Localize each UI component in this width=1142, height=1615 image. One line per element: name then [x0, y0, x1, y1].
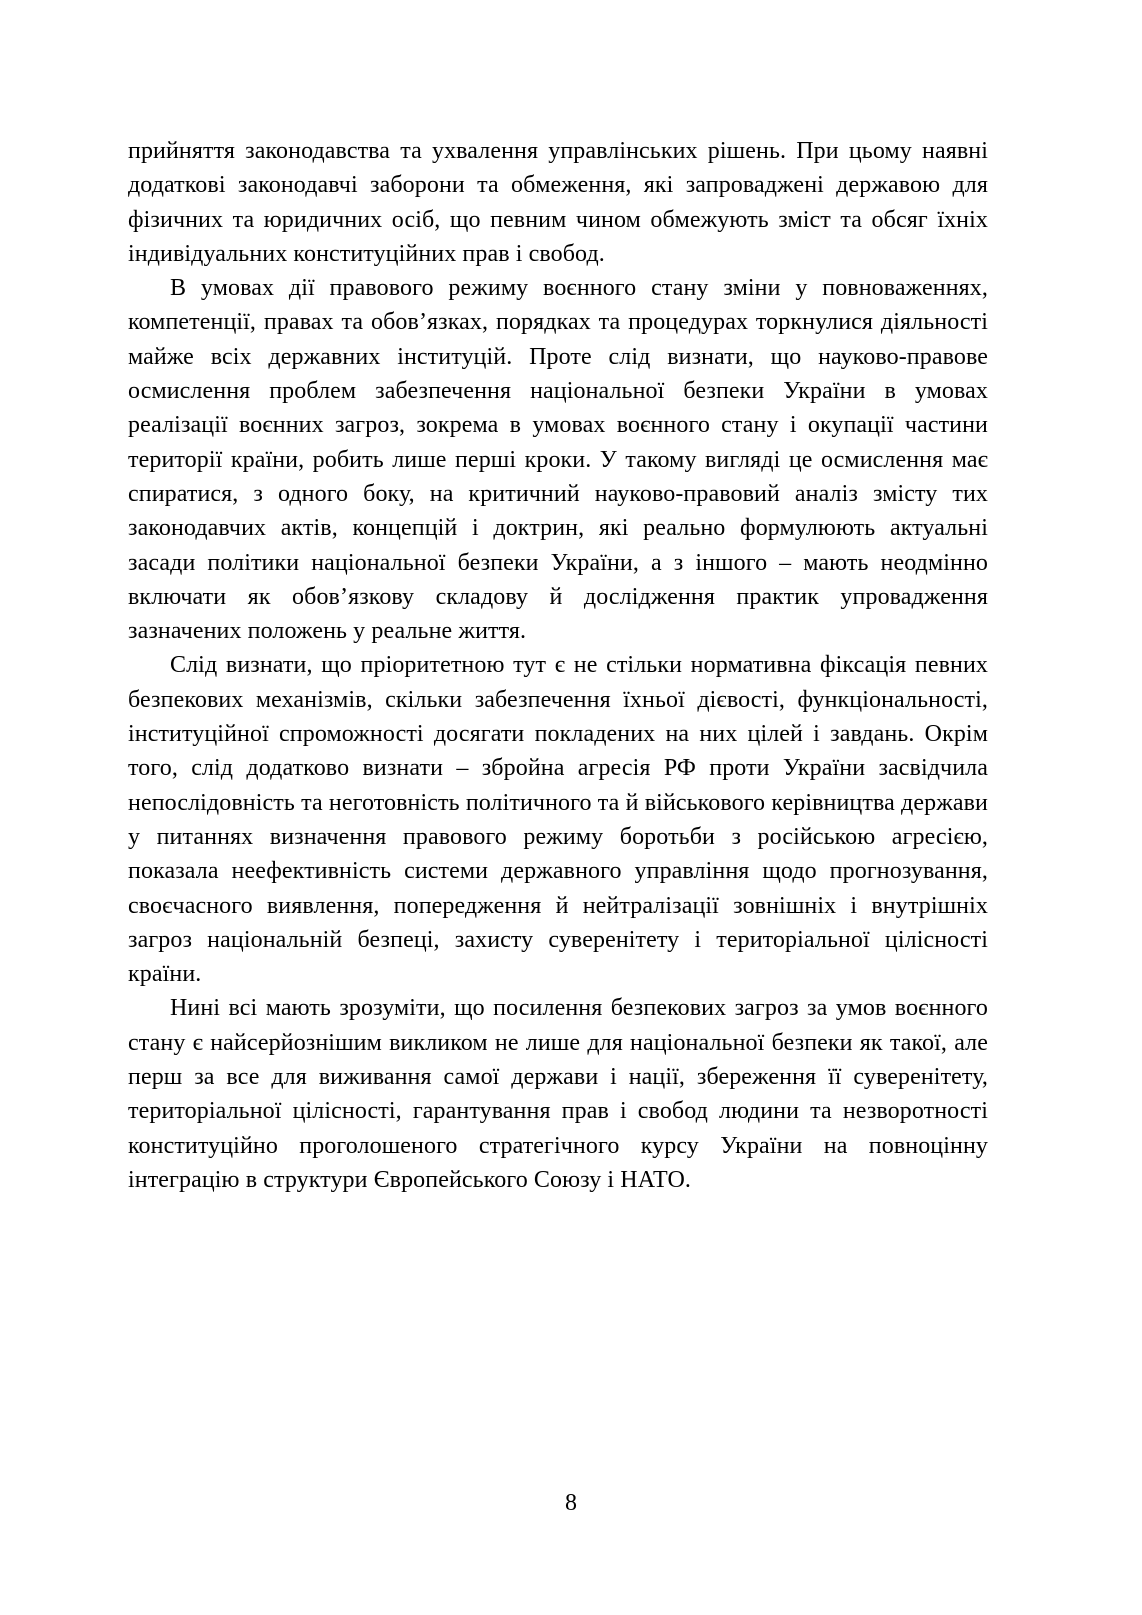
paragraph: Нині всі мають зрозуміти, що посилення безпекових загроз за умов воєнного стану є найсерйознішим викликом не лише для національної безпеки як такої, але перш за все для виживання самої держави і нації, збереження її суверенітету, територіальної цілісності, гарантування прав і свобод людини та незворотності конституційно проголошеного стратегічного курсу України на повноцінну інтеграцію в структури Європейського Союзу і НАТО.	[128, 995, 988, 1193]
paragraph: Слід визнати, що пріоритетною тут є не стільки нормативна фіксація певних безпекових механізмів, скільки забезпечення їхньої дієвості, функціональності, інституційної спроможності досягати покладених на них цілей і завдань. Окрім того, слід додатково визнати – збройна агресія РФ проти України засвідчила непослідовність та неготовність політичного та й військового керівництва держави у питаннях визначення правового режиму боротьби з російською агресією, показала неефективність системи державного управління щодо прогнозування, своєчасного виявлення, попередження й нейтралізації зовнішніх і внутрішніх загроз національній безпеці, захисту суверенітету і територіальної цілісності країни.	[128, 652, 988, 988]
page-body	[128, 134, 988, 1197]
paragraph: В умовах дії правового режиму воєнного стану зміни у повноваженнях, компетенції, правах та обов’язках, порядках та процедурах торкнулися діяльності майже всіх державних інституцій. Проте слід визнати, що науково-правове осмислення проблем забезпечення національної безпеки України в умовах реалізації воєнних загроз, зокрема в умовах воєнного стану і окупації частини території країни, робить лише перші кроки. У такому вигляді це осмислення має спиратися, з одного боку, на критичний науково-правовий аналіз змісту тих законодавчих актів, концепцій і доктрин, які реально формулюють актуальні засади політики національної безпеки України, а з іншого – мають неодмінно включати як обов’язкову складову й дослідження практик упровадження зазначених положень у реальне життя.	[128, 275, 988, 645]
page-number: 8	[565, 1490, 577, 1516]
paragraph: прийняття законодавства та ухвалення управлінських рішень. При цьому наявні додаткові законодавчі заборони та обмеження, які запроваджені державою для фізичних та юридичних осіб, що певним чином обмежують зміст та обсяг їхніх індивідуальних конституційних прав і свобод.	[128, 138, 988, 267]
